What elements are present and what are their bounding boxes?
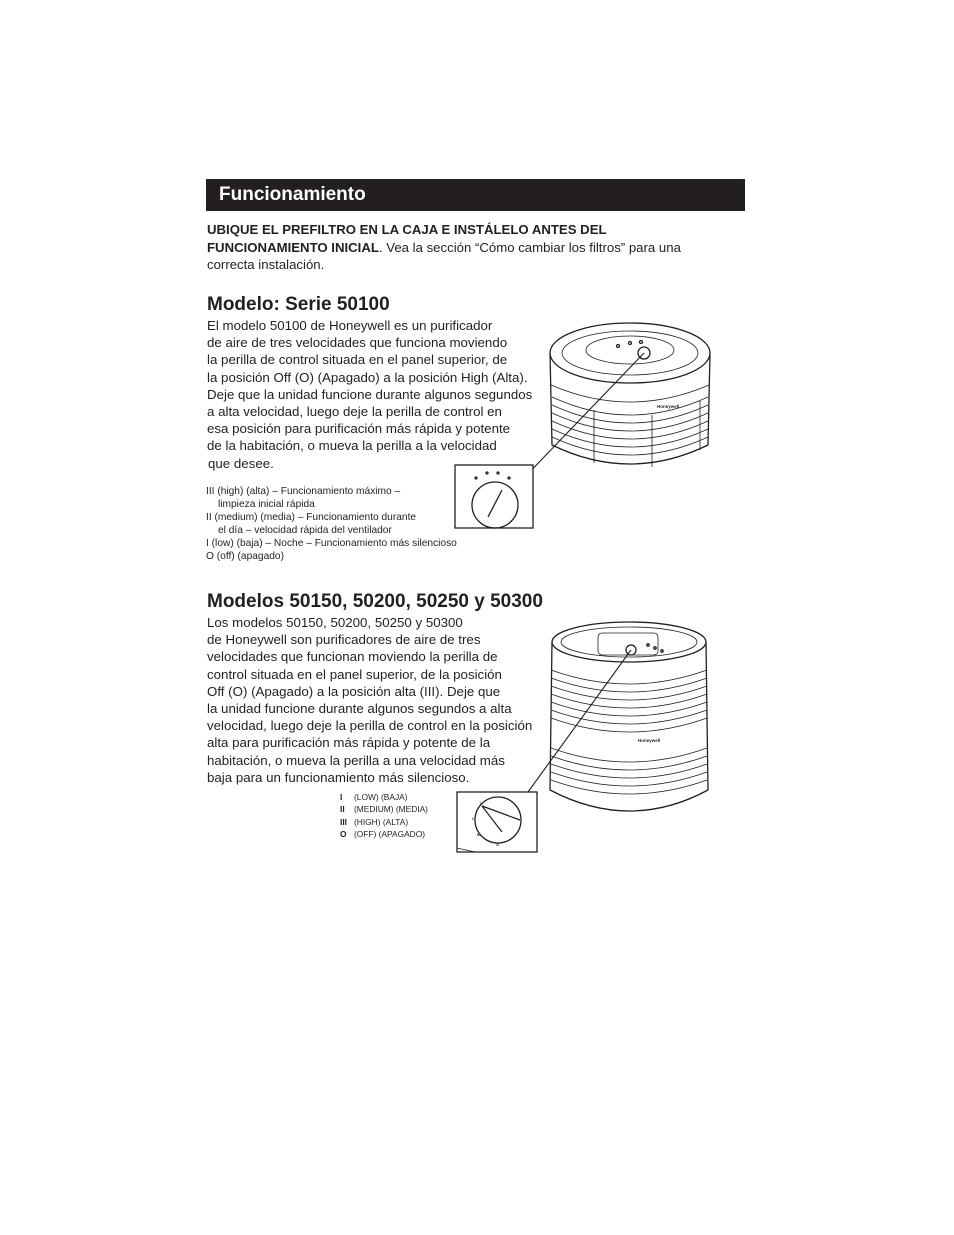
section2-line: alta para purificación más rápida y potente de la [207,735,491,751]
legend-item: I (LOW) (BAJA) [340,792,408,802]
section1-line: a alta velocidad, luego deje la perilla de control en [207,403,502,419]
brand-label: Honeywell [638,738,661,743]
section1-legend [206,485,457,563]
section2-legend [340,791,428,841]
section2-line: velocidad, luego deje la perilla de control en la posición [207,718,533,734]
section1-heading: Modelo: Serie 50100 [207,294,390,315]
section1-line: la perilla de control situada en el panel superior, de [207,352,508,368]
intro-line3: correcta instalación. [207,257,325,272]
legend-item: limpieza inicial rápida [218,499,315,510]
intro-bold-line1: UBIQUE EL PREFILTRO EN LA CAJA E INSTÁLELO ANTES DEL [207,222,607,237]
dial-mark-low: I [480,800,482,805]
section2-line: Los modelos 50150, 50200, 50250 y 50300 [207,615,463,630]
section2-line: baja para un funcionamiento más silencioso. [207,769,470,785]
section2-heading: Modelos 50150, 50200, 50250 y 50300 [207,591,543,612]
dial-mark-off: O [496,842,500,847]
section1-line: la posición Off (O) (Apagado) a la posición High (Alta). [207,369,528,385]
legend-item: III (high) (alta) – Funcionamiento máximo – [206,486,401,497]
section2-line: habitación, o mueva la perilla a una velocidad más [207,752,505,768]
section1-line: de aire de tres velocidades que funciona moviendo [207,335,508,351]
section2-line: de Honeywell son purificadores de aire de tres [207,632,481,648]
section-header-bar [206,179,745,211]
section1-line: El modelo 50100 de Honeywell es un purificador [207,318,493,333]
section1-line: esa posición para purificación más rápida y potente [207,421,511,437]
intro-paragraph [207,221,727,274]
section2-line: Off (O) (Apagado) a la posición alta (III). Deje que [207,683,501,699]
purifier-50150-illustration [450,620,720,860]
legend-item: I (low) (baja) – Noche – Funcionamiento más silencioso [206,538,457,549]
dial-mark-medium: II [472,816,475,821]
section2-line: velocidades que funcionan moviendo la perilla de [207,649,498,665]
brand-label: Honeywell [657,404,680,409]
legend-item: O (OFF) (APAGADO) [340,829,426,840]
legend-item: III (HIGH) (ALTA) [340,816,409,827]
section1-paragraph [207,317,532,472]
dial-mark-high: III [477,832,481,837]
intro-bold-line2: FUNCIONAMIENTO INICIAL [207,239,379,255]
intro-rest-line2: . Vea la sección “Cómo cambiar los filtros” para una [378,239,681,255]
section-title: Funcionamiento [219,184,366,205]
legend-item: II (medium) (media) – Funcionamiento durante [206,512,417,523]
section1-line: de la habitación, o mueva la perilla a la velocidad [207,438,497,454]
section2-line: control situada en el panel superior, de la posición [207,666,502,682]
section1-line: que desee. [208,455,274,471]
legend-item: II (MEDIUM) (MEDIA) [340,804,428,815]
legend-item: el día – velocidad rápida del ventilador [218,525,392,536]
section2-line: la unidad funcione durante algunos segundos a alta [207,700,512,716]
legend-item: O (off) (apagado) [206,551,284,562]
purifier-50100-illustration [520,315,720,535]
section1-line: Deje que la unidad funcione durante algunos segundos [207,386,533,402]
